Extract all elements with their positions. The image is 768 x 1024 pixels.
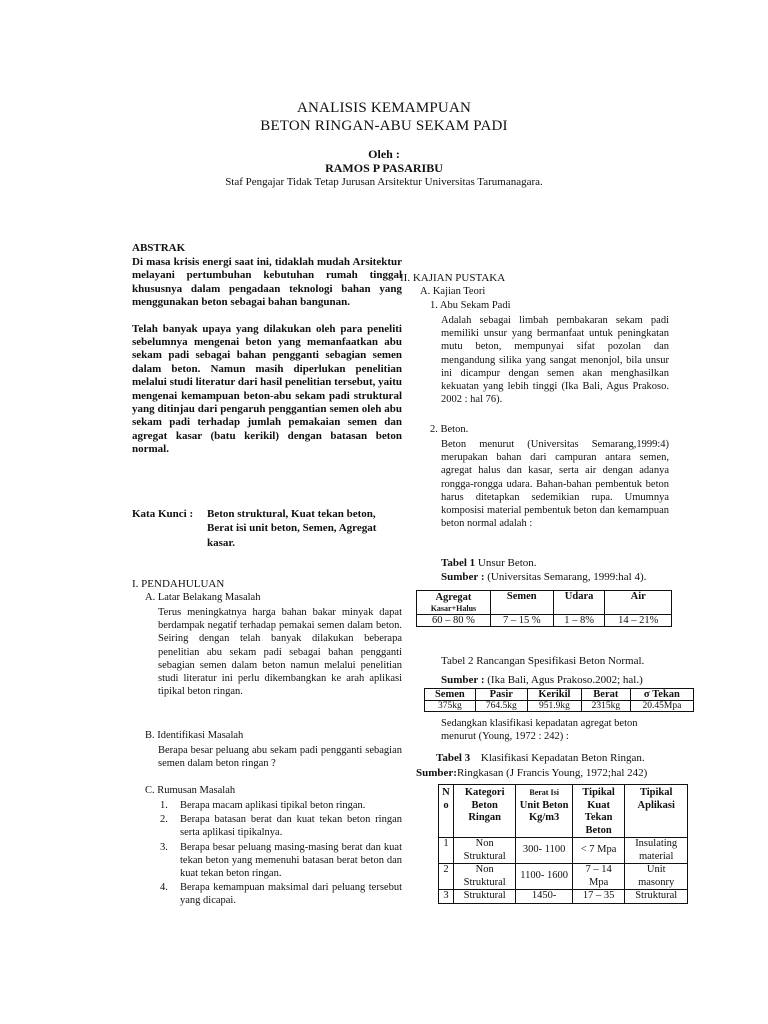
- table-header-cell: [417, 591, 491, 615]
- list-item: [160, 813, 402, 839]
- tabel1-source-text: (Universitas Semarang, 1999:hal 4).: [487, 571, 647, 583]
- tabel2: [424, 688, 694, 712]
- kata-kunci-line-1: Beton struktural, Kuat tekan beton,: [207, 508, 376, 520]
- rumusan-list: [160, 799, 402, 908]
- tabel2-source-label: Sumber :: [441, 674, 485, 686]
- abstract-body: [132, 256, 402, 457]
- header-agregat: Agregat: [435, 592, 472, 603]
- identifikasi-heading: B. Identifikasi Masalah: [145, 730, 244, 741]
- tabel2-source: [441, 674, 643, 686]
- table-header-cell: Berat: [581, 689, 630, 701]
- table-row: [425, 701, 694, 712]
- table-header-cell: Tipikal Kuat Tekan Beton: [572, 785, 625, 838]
- latar-belakang-heading: A. Latar Belakang Masalah: [145, 592, 261, 603]
- kajian-teori-heading: A. Kajian Teori: [420, 286, 486, 297]
- kata-kunci-label: Kata Kunci :: [132, 508, 194, 520]
- author-name: RAMOS P PASARIBU: [325, 161, 443, 175]
- tabel1-source: [441, 571, 646, 583]
- table-header-row: [439, 785, 688, 838]
- list-item-number: 3.: [160, 841, 168, 853]
- list-item-text: Berapa besar peluang masing-masing berat dan kuat tekan beton yang memenuhi batasan berat beton dan kuat tekan beton ringan.: [180, 841, 402, 880]
- table-cell: 17 – 35: [572, 890, 625, 904]
- table-row: [417, 615, 672, 627]
- table-header-cell: [516, 785, 572, 838]
- abu-sekam-body: [441, 314, 669, 406]
- identifikasi-text: Berapa besar peluang abu sekam padi pengganti sebagian semen dalam beton ringan ?: [158, 745, 402, 770]
- beton-text: Beton menurut (Universitas Semarang,1999:4) merupakan bahan dari campuran antara semen, agregat halus dan kasar, serta air dengan adanya rongga-rongga udara. Bahan-bahan pembentuk beton harus ditetapkan sedemikian rupa. Umumnya komposisi material pembentuk beton dan kemampuan beton normal adalah :: [441, 439, 669, 530]
- tabel3-caption: [436, 752, 645, 764]
- abu-sekam-heading: 1. Abu Sekam Padi: [430, 300, 511, 311]
- table-cell: 7 – 14 Mpa: [572, 864, 625, 890]
- identifikasi-body: [158, 744, 402, 770]
- tabel2-source-text: (Ika Bali, Agus Prakoso.2002; hal.): [487, 674, 643, 686]
- header-berat-small: Berat Isi: [529, 788, 559, 797]
- header-agregat-sub: Kasar+Halus: [430, 604, 477, 613]
- table-cell: 375kg: [425, 701, 476, 712]
- tabel3-caption-label: Tabel 3: [436, 752, 471, 764]
- tabel2-caption: [441, 655, 644, 667]
- tabel1-caption-label: Tabel 1: [441, 557, 476, 569]
- table-cell: 7 – 15 %: [490, 615, 553, 627]
- latar-belakang-text: Terus meningkatnya harga bahan bakar minyak dapat berdampak negatif terhadap pemakai semen dalam beton. Seiring dengan telah banyak dilakukan beberapa penelitian abu sekam padi sebagai bahan pengganti sebagian semen dalam beton namun melalui penelitian studi literatur ini perlu dikembangkan ke arah aplikasi tipikal beton ringan.: [158, 607, 402, 698]
- list-item-text: Berapa kemampuan maksimal dari peluang tersebut yang dicapai.: [180, 882, 402, 907]
- header-berat: Unit Beton Kg/m3: [519, 799, 569, 823]
- table-cell: 1100- 1600: [516, 864, 572, 890]
- abstract-paragraph-2: Telah banyak upaya yang dilakukan oleh para peneliti sebelumnya mengenai beton yang memanfaatkan abu sekam padi sebagai bahan pengganti sebagian semen dalam beton. Namun masih diperlukan penelitian melalui studi literatur dari hasil penelitian tersebut, yaitu mengenai kemampuan beton-abu sekam padi struktural yang ditinjau dari pengaruh penggantian semen oleh abu sekam padi terhadap jumlah pemakaian semen dan agregat kasar (batu kerikil) dengan batasan beton normal.: [132, 322, 402, 456]
- table-cell: Insulating material: [625, 838, 688, 864]
- table-cell: 2315kg: [581, 701, 630, 712]
- table-header-cell: Pasir: [475, 689, 527, 701]
- author-affiliation: Staf Pengajar Tidak Tetap Jurusan Arsitektur Universitas Tarumanagara.: [225, 176, 543, 188]
- table-cell: 20.45Mpa: [630, 701, 693, 712]
- list-item-number: 4.: [160, 882, 168, 894]
- table-cell: 3: [439, 890, 454, 904]
- table-cell: 1450-: [516, 890, 572, 904]
- table-cell: 300- 1100: [516, 838, 572, 864]
- table-cell: < 7 Mpa: [572, 838, 625, 864]
- tabel2-after-line-2: menurut (Young, 1972 : 242) :: [441, 731, 569, 742]
- rumusan-heading: C. Rumusan Masalah: [145, 785, 236, 796]
- list-item-number: 1.: [160, 800, 168, 811]
- tabel2-caption-label: Tabel 2: [441, 655, 474, 667]
- tabel3: [438, 784, 688, 904]
- tabel2-after-line-1: Sedangkan klasifikasi kepadatan agregat beton: [441, 718, 638, 729]
- table-header-cell: Semen: [425, 689, 476, 701]
- latar-belakang-body: [158, 606, 402, 698]
- table-row: [439, 864, 688, 890]
- kata-kunci-line-3: kasar.: [207, 537, 236, 549]
- pendahuluan-heading: I. PENDAHULUAN: [132, 578, 225, 590]
- table-cell: 2: [439, 864, 454, 890]
- table-cell: 14 – 21%: [605, 615, 672, 627]
- abstract-paragraph-1: Di masa krisis energi saat ini, tidaklah mudah Arsitektur melayani pertumbuhan kebutuhan rumah tinggal khususnya dalam pengadaan teknologi bahan yang menggunakan beton sebagai bahan bangunan.: [132, 256, 402, 309]
- list-item-text: Berapa batasan berat dan kuat tekan beton ringan serta aplikasi tipikalnya.: [180, 814, 402, 839]
- table-cell: Struktural: [453, 890, 516, 904]
- tabel2-caption-text: Rancangan Spesifikasi Beton Normal.: [476, 655, 645, 667]
- table-cell: Non Struktural: [453, 838, 516, 864]
- table-header-cell: Udara: [553, 591, 605, 615]
- table-header-cell: Air: [605, 591, 672, 615]
- table-header-cell: Kategori Beton Ringan: [453, 785, 516, 838]
- abu-sekam-text: Adalah sebagai limbah pembakaran sekam padi memiliki unsur yang bermanfaat untuk peningkatan mutu beton, mempunyai sifat pozolan dan mengandung silika yang sangat menonjol, bila unsur ini dicampur dengan semen akan menghasilkan kekuatan yang lebih tinggi (Ika Bali, Agus Prakoso. 2002 : hal 76).: [441, 315, 669, 406]
- table-cell: 951.9kg: [527, 701, 581, 712]
- title-line-2: BETON RINGAN-ABU SEKAM PADI: [260, 118, 508, 134]
- list-item: [160, 881, 402, 907]
- tabel3-source-label: Sumber:: [416, 767, 457, 779]
- table-cell: Struktural: [625, 890, 688, 904]
- tabel1: [416, 590, 672, 627]
- beton-body: [441, 438, 669, 530]
- abstract-heading: ABSTRAK: [132, 242, 186, 254]
- list-item-text: Berapa macam aplikasi tipikal beton ringan.: [180, 800, 366, 811]
- table-cell: 764.5kg: [475, 701, 527, 712]
- table-header-row: [425, 689, 694, 701]
- table-header-cell: Tipikal Aplikasi: [625, 785, 688, 838]
- table-cell: Unit masonry: [625, 864, 688, 890]
- tabel1-source-label: Sumber :: [441, 571, 485, 583]
- beton-heading: 2. Beton.: [430, 424, 469, 435]
- table-cell: 60 – 80 %: [417, 615, 491, 627]
- tabel3-source-text: Ringkasan (J Francis Young, 1972;hal 242): [456, 767, 648, 779]
- list-item: [160, 799, 402, 812]
- kata-kunci-line-2: Berat isi unit beton, Semen, Agregat: [207, 522, 377, 534]
- oleh-label: Oleh :: [368, 147, 400, 161]
- table-header-cell: Kerikil: [527, 689, 581, 701]
- table-header-cell: N o: [439, 785, 454, 838]
- table-cell: Non Struktural: [453, 864, 516, 890]
- table-cell: 1 – 8%: [553, 615, 605, 627]
- list-item-number: 2.: [160, 814, 168, 826]
- table-header-cell: σ Tekan: [630, 689, 693, 701]
- tabel1-caption: [441, 557, 537, 569]
- tabel1-caption-text: Unsur Beton.: [477, 557, 537, 569]
- list-item: [160, 841, 402, 881]
- table-header-row: [417, 591, 672, 615]
- table-cell: 1: [439, 838, 454, 864]
- table-row: [439, 838, 688, 864]
- tabel3-source: [416, 767, 647, 779]
- title-line-1: ANALISIS KEMAMPUAN: [296, 100, 472, 116]
- table-header-cell: Semen: [490, 591, 553, 615]
- tabel3-caption-text: Klasifikasi Kepadatan Beton Ringan.: [480, 752, 645, 764]
- table-row: [439, 890, 688, 904]
- kajian-heading: II. KAJIAN PUSTAKA: [400, 272, 506, 284]
